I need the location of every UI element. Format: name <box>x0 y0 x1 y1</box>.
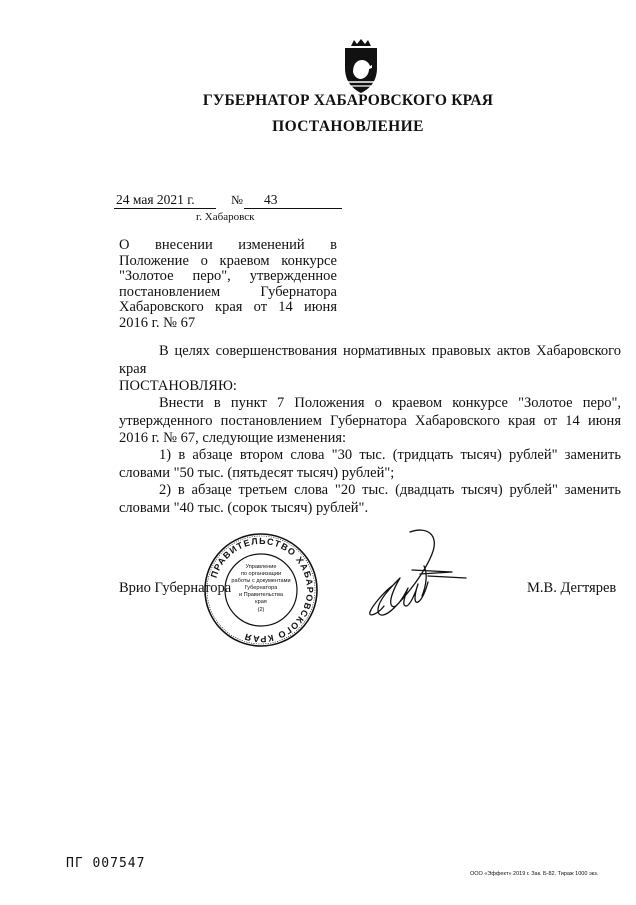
authority-title: ГУБЕРНАТОР ХАБАРОВСКОГО КРАЯ <box>202 92 494 109</box>
seal-outer-text: ПРАВИТЕЛЬСТВО ХАБАРОВСКОГО КРАЯ <box>208 535 316 645</box>
printer-imprint: ООО «Эффект» 2019 г. Зак. Б-82. Тираж 1000 экз. <box>470 871 599 877</box>
document-type: ПОСТАНОВЛЕНИЕ <box>272 118 424 135</box>
signatory-position: Врио Губернатора <box>119 580 232 596</box>
seal-line: по организации <box>240 571 282 577</box>
seal-line: края <box>255 599 267 605</box>
document-date: 24 мая 2021 г. <box>116 192 195 207</box>
city: г. Хабаровск <box>196 211 255 223</box>
decree-word: ПОСТАНОВЛЯЮ: <box>119 378 237 394</box>
number-sign: № <box>231 193 243 207</box>
document-subject: О внесении изменений в Положение о краевом конкурсе "Золотое перо", утвержденное постановлением Губернатора Хабаровского края от 14 июня 2016 г. № 67 <box>119 237 337 331</box>
seal-line: (2) <box>257 607 265 613</box>
main-item-paragraph: Внести в пункт 7 Положения о краевом конкурсе "Золотое перо", утвержденного постановлением Губернатора Хабаровского края от 14 июня 2016 г. № 67, следующие изменения: <box>119 395 621 446</box>
form-serial-number: ПГ 007547 <box>66 856 146 871</box>
date-number-line <box>114 192 344 212</box>
signatory-name: М.В. Дегтярев <box>527 580 617 596</box>
number-underline <box>244 208 342 209</box>
seal-line: и Правительства <box>239 592 283 598</box>
seal-line: Губернатора <box>244 585 278 591</box>
official-seal <box>203 532 319 648</box>
item-1-paragraph: 1) в абзаце втором слова "30 тыс. (тридцать тысяч) рублей" заменить словами "50 тыс. (пятьдесят тысяч) рублей"; <box>119 447 621 481</box>
document-number: 43 <box>264 192 278 207</box>
date-underline <box>114 208 216 209</box>
handwritten-signature <box>348 526 468 626</box>
seal-line: работы с документами <box>231 578 291 584</box>
coat-of-arms-icon <box>339 38 383 94</box>
item-2-paragraph: 2) в абзаце третьем слова "20 тыс. (двадцать тысяч) рублей" заменить словами "40 тыс. (сорок тысяч) рублей". <box>119 482 621 516</box>
intro-paragraph: В целях совершенствования нормативных правовых актов Хабаровского края <box>119 343 621 377</box>
seal-line: Управление <box>245 564 277 570</box>
